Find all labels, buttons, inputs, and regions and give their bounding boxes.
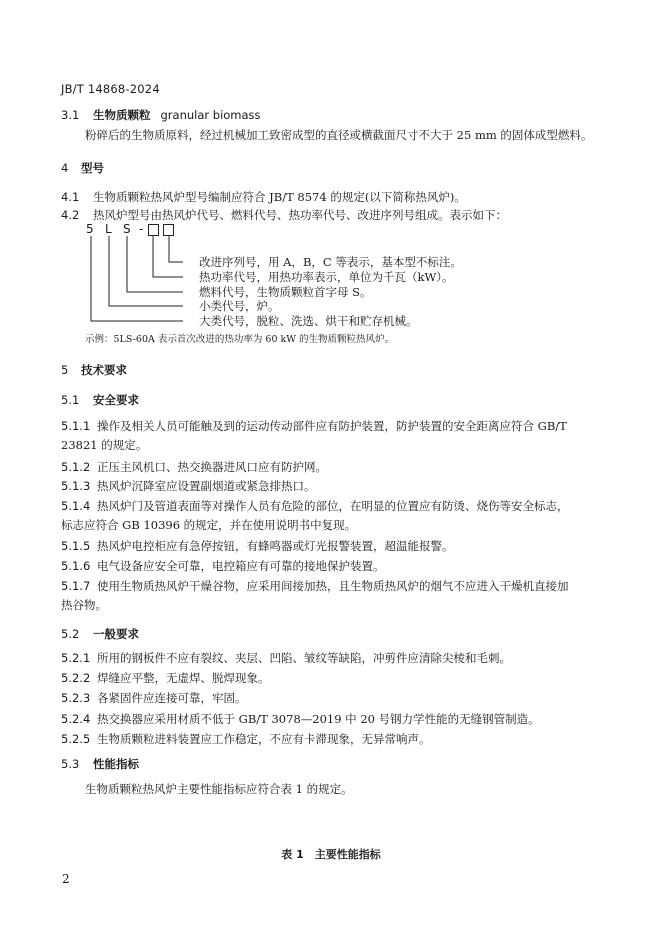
clause-number: 5.1.7 bbox=[61, 579, 91, 593]
clause-text: 使用生物质热风炉干燥谷物，应采用间接加热，且生物质热风炉的烟气不应进入干燥机直接加 bbox=[97, 579, 569, 593]
clause-text: 热交换器应采用材质不低于 GB/T 3078—2019 中 20 号钢力学性能的无缝钢管制造。 bbox=[97, 712, 540, 726]
clause-5-1-4-cont: 标志应符合 GB 10396 的规定，并在使用说明书中复现。 bbox=[61, 518, 357, 532]
page-number: 2 bbox=[62, 872, 70, 886]
section-title: 型号 bbox=[81, 161, 104, 175]
clause-5-2-2 bbox=[61, 670, 270, 686]
clause-text: 正压主风机口、热交换器进风口应有防护网。 bbox=[97, 460, 327, 474]
clause-text: 焊缝应平整，无虚焊、脱焊现象。 bbox=[97, 671, 270, 685]
clause-number: 4.1 bbox=[61, 190, 80, 204]
section-4-heading bbox=[61, 160, 104, 176]
clause-number: 5.2.1 bbox=[61, 651, 91, 665]
bracket-power bbox=[153, 236, 183, 277]
code-char-subcategory: L bbox=[105, 222, 112, 236]
section-title: 一般要求 bbox=[93, 627, 139, 641]
clause-5-2-4 bbox=[61, 711, 540, 727]
clause-4-1 bbox=[61, 189, 466, 205]
clause-5-2-1 bbox=[61, 650, 511, 666]
clause-text: 热风炉型号由热风炉代号、燃料代号、热功率代号、改进序列号组成。表示如下： bbox=[93, 208, 507, 222]
clause-5-1-6 bbox=[61, 558, 385, 574]
clause-number: 5.2.5 bbox=[61, 732, 91, 746]
clause-text: 热风炉门及管道表面等对操作人员有危险的部位，在明显的位置应有防烫、烧伤等安全标志， bbox=[97, 499, 569, 513]
clause-5-1-4 bbox=[61, 498, 569, 514]
section-5-3-heading bbox=[61, 756, 139, 772]
model-example: 示例：5LS-60A 表示首次改进的热功率为 60 kW 的生物质颗粒热风炉。 bbox=[85, 334, 395, 345]
section-number: 4 bbox=[61, 161, 69, 175]
clause-text: 热风炉沉降室应设置副烟道或紧急排热口。 bbox=[97, 479, 316, 493]
clause-text: 热风炉电控柜应有急停按钮，有蜂鸣器或灯光报警装置，超温能报警。 bbox=[97, 539, 454, 553]
clause-text: 所用的钢板件不应有裂纹、夹层、凹陷、皱纹等缺陷，冲剪件应清除尖棱和毛刺。 bbox=[97, 651, 511, 665]
performance-intro: 生物质颗粒热风炉主要性能指标应符合表 1 的规定。 bbox=[85, 782, 353, 796]
clause-number: 5.2.2 bbox=[61, 671, 91, 685]
section-title: 性能指标 bbox=[93, 757, 139, 771]
section-3-1-heading bbox=[61, 107, 261, 123]
clause-number: 5.1.5 bbox=[61, 539, 91, 553]
clause-number: 5.1.2 bbox=[61, 460, 91, 474]
clause-5-1-1-cont: 23821 的规定。 bbox=[61, 438, 148, 452]
section-5-1-heading bbox=[61, 392, 139, 408]
clause-text: 操作及相关人员可能触及到的运动传动部件应有防护装置，防护装置的安全距离应符合 GB/T bbox=[97, 419, 567, 433]
section-number: 5.3 bbox=[61, 757, 80, 771]
clause-number: 5.1.3 bbox=[61, 479, 91, 493]
legend-subcategory: 小类代号，炉。 bbox=[199, 299, 280, 313]
clause-5-1-1 bbox=[61, 418, 567, 434]
code-char-category: 5 bbox=[86, 222, 94, 236]
bracket-subcategory bbox=[109, 236, 183, 306]
clause-number: 5.2.4 bbox=[61, 712, 91, 726]
legend-power: 热功率代号，用热功率表示，单位为千瓦（kW）。 bbox=[199, 270, 454, 284]
section-title: 安全要求 bbox=[93, 393, 139, 407]
legend-category: 大类代号，脱粒、洗选、烘干和贮存机械。 bbox=[199, 314, 418, 328]
section-number: 5.1 bbox=[61, 393, 80, 407]
clause-5-1-5 bbox=[61, 538, 454, 554]
section-5-heading bbox=[61, 362, 127, 378]
clause-5-1-7-cont: 热谷物。 bbox=[61, 598, 107, 612]
clause-text: 各紧固件应连接可靠，牢固。 bbox=[97, 691, 247, 705]
section-number: 5.2 bbox=[61, 627, 80, 641]
section-number: 3.1 bbox=[61, 108, 80, 122]
clause-number: 5.1.4 bbox=[61, 499, 91, 513]
clause-5-2-3 bbox=[61, 690, 247, 706]
standard-id: JB/T 14868-2024 bbox=[61, 82, 160, 96]
clause-5-1-2 bbox=[61, 459, 327, 475]
clause-text: 电气设备应安全可靠，电控箱应有可靠的接地保护装置。 bbox=[97, 559, 385, 573]
clause-number: 5.1.6 bbox=[61, 559, 91, 573]
clause-5-2-5 bbox=[61, 731, 431, 747]
section-number: 5 bbox=[61, 363, 69, 377]
clause-number: 4.2 bbox=[61, 208, 80, 222]
term-title-en: granular biomass bbox=[160, 108, 261, 122]
clause-number: 5.1.1 bbox=[61, 419, 91, 433]
clause-number: 5.2.3 bbox=[61, 691, 91, 705]
clause-text: 生物质颗粒进料装置应工作稳定，不应有卡滞现象，无异常响声。 bbox=[97, 732, 431, 746]
code-char-dash: - bbox=[139, 222, 144, 236]
code-char-fuel: S bbox=[123, 222, 131, 236]
clause-5-1-7 bbox=[61, 578, 569, 594]
clause-5-1-3 bbox=[61, 478, 316, 494]
clause-4-2 bbox=[61, 207, 507, 223]
term-title: 生物质颗粒 bbox=[93, 108, 151, 122]
term-definition: 粉碎后的生物质原料，经过机械加工致密成型的直径或横截面尺寸不大于 25 mm 的固体成型燃料。 bbox=[85, 128, 593, 142]
legend-improvement: 改进序列号，用 A，B，C 等表示，基本型不标注。 bbox=[199, 255, 462, 269]
section-5-2-heading bbox=[61, 626, 139, 642]
legend-fuel: 燃料代号，生物质颗粒首字母 S。 bbox=[199, 285, 372, 299]
clause-text: 生物质颗粒热风炉型号编制应符合 JB/T 8574 的规定(以下简称热风炉)。 bbox=[93, 190, 466, 204]
bracket-improvement bbox=[169, 236, 183, 262]
section-title: 技术要求 bbox=[81, 363, 127, 377]
bracket-fuel bbox=[127, 236, 183, 292]
table-title: 表 1 主要性能指标 bbox=[281, 848, 381, 861]
